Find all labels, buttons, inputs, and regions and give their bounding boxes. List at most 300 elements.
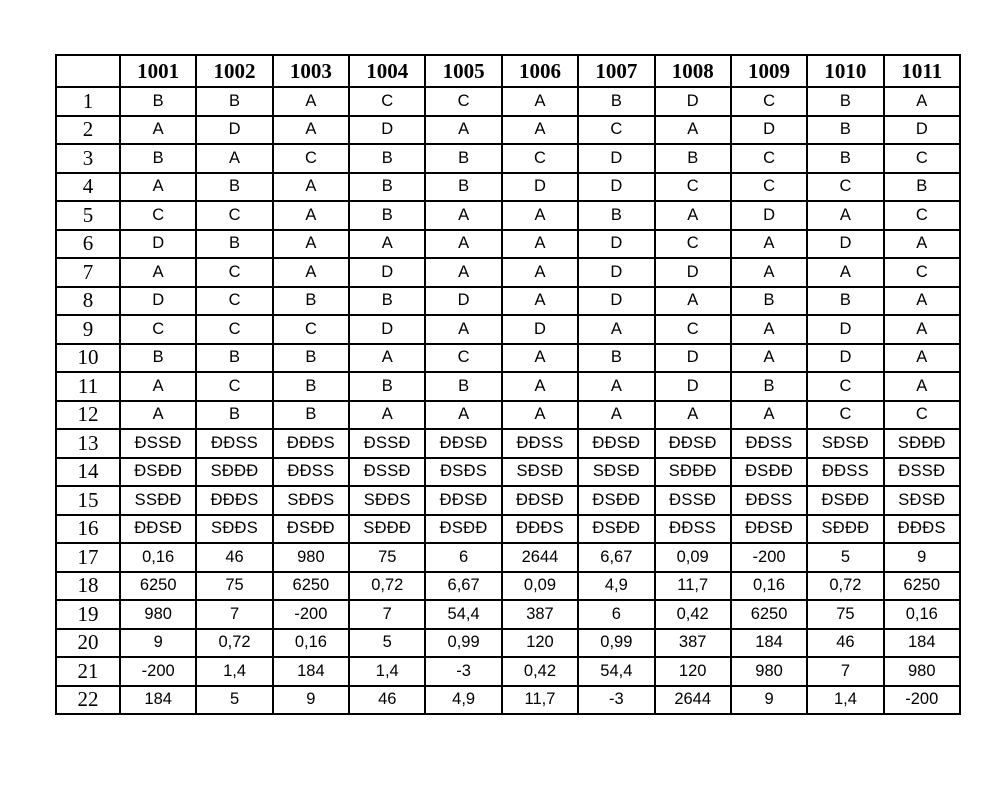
answer-cell: 0,16: [884, 600, 960, 629]
answer-cell: D: [807, 344, 883, 373]
answer-cell: A: [273, 173, 349, 202]
answer-cell: ĐSSĐ: [349, 429, 425, 458]
table-row: [56, 287, 960, 316]
answer-cell: 54,4: [578, 657, 654, 686]
answer-cell: 0,09: [502, 572, 578, 601]
answer-cell: C: [578, 116, 654, 145]
answer-cell: A: [884, 87, 960, 116]
answer-cell: 46: [196, 543, 272, 572]
exam-code-header: 1002: [196, 55, 272, 87]
answer-cell: 184: [731, 629, 807, 658]
answer-cell: B: [578, 201, 654, 230]
answer-cell: C: [196, 315, 272, 344]
answer-cell: ĐSĐĐ: [807, 486, 883, 515]
answer-cell: SĐSĐ: [807, 429, 883, 458]
answer-cell: 387: [655, 629, 731, 658]
answer-cell: ĐĐSĐ: [425, 486, 501, 515]
answer-cell: A: [120, 173, 196, 202]
answer-cell: C: [502, 144, 578, 173]
answer-cell: 387: [502, 600, 578, 629]
exam-code-header: 1001: [120, 55, 196, 87]
table-row: [56, 600, 960, 629]
question-number: 13: [56, 429, 120, 458]
answer-cell: D: [120, 287, 196, 316]
answer-cell: 7: [807, 657, 883, 686]
table-row: [56, 401, 960, 430]
answer-cell: B: [807, 116, 883, 145]
answer-cell: ĐĐSĐ: [655, 429, 731, 458]
answer-cell: C: [196, 258, 272, 287]
answer-cell: ĐSSĐ: [349, 458, 425, 487]
answer-cell: A: [731, 230, 807, 259]
answer-cell: D: [578, 230, 654, 259]
answer-cell: SSĐĐ: [120, 486, 196, 515]
answer-cell: C: [196, 287, 272, 316]
answer-cell: D: [731, 201, 807, 230]
answer-cell: ĐSĐĐ: [578, 486, 654, 515]
answer-cell: 9: [120, 629, 196, 658]
answer-cell: A: [655, 401, 731, 430]
answer-cell: C: [731, 144, 807, 173]
answer-cell: 11,7: [502, 686, 578, 715]
question-number: 12: [56, 401, 120, 430]
answer-cell: B: [120, 344, 196, 373]
answer-cell: D: [196, 116, 272, 145]
answer-cell: ĐĐĐS: [502, 515, 578, 544]
answer-cell: D: [655, 258, 731, 287]
answer-cell: 75: [196, 572, 272, 601]
answer-cell: B: [273, 372, 349, 401]
answer-cell: 120: [655, 657, 731, 686]
answer-cell: C: [196, 201, 272, 230]
table-row: [56, 657, 960, 686]
answer-cell: A: [349, 230, 425, 259]
answer-cell: ĐĐSS: [731, 486, 807, 515]
table-header: [56, 55, 960, 87]
answer-cell: ĐĐSS: [731, 429, 807, 458]
answer-cell: C: [884, 401, 960, 430]
answer-cell: -3: [578, 686, 654, 715]
answer-cell: ĐĐSĐ: [425, 429, 501, 458]
answer-cell: SĐĐS: [196, 515, 272, 544]
answer-cell: A: [502, 344, 578, 373]
answer-cell: 4,9: [578, 572, 654, 601]
table-row: [56, 429, 960, 458]
answer-cell: C: [731, 173, 807, 202]
answer-cell: B: [425, 144, 501, 173]
answer-cell: D: [502, 173, 578, 202]
answer-cell: A: [731, 344, 807, 373]
answer-cell: D: [502, 315, 578, 344]
answer-cell: A: [502, 230, 578, 259]
answer-cell: A: [425, 116, 501, 145]
answer-cell: ĐĐĐS: [196, 486, 272, 515]
answer-cell: A: [884, 344, 960, 373]
answer-cell: D: [655, 344, 731, 373]
answer-cell: 0,72: [807, 572, 883, 601]
answer-cell: D: [578, 287, 654, 316]
table-row: [56, 372, 960, 401]
answer-cell: ĐSĐĐ: [425, 515, 501, 544]
question-number: 18: [56, 572, 120, 601]
answer-cell: A: [655, 201, 731, 230]
answer-cell: 0,42: [655, 600, 731, 629]
answer-cell: 184: [884, 629, 960, 658]
answer-cell: A: [578, 401, 654, 430]
exam-code-header: 1005: [425, 55, 501, 87]
question-number: 2: [56, 116, 120, 145]
answer-cell: 980: [731, 657, 807, 686]
answer-cell: D: [120, 230, 196, 259]
answer-cell: C: [425, 87, 501, 116]
answer-cell: D: [578, 258, 654, 287]
answer-cell: 4,9: [425, 686, 501, 715]
answer-cell: C: [655, 315, 731, 344]
answer-cell: D: [807, 315, 883, 344]
answer-cell: A: [273, 201, 349, 230]
corner-cell: [56, 55, 120, 87]
answer-cell: -200: [273, 600, 349, 629]
answer-cell: B: [884, 173, 960, 202]
answer-cell: SĐSĐ: [578, 458, 654, 487]
answer-cell: ĐĐSĐ: [502, 486, 578, 515]
answer-cell: ĐĐSS: [502, 429, 578, 458]
answer-cell: B: [731, 372, 807, 401]
answer-cell: B: [349, 144, 425, 173]
answer-cell: B: [349, 287, 425, 316]
answer-cell: B: [120, 144, 196, 173]
answer-cell: A: [120, 116, 196, 145]
answer-cell: C: [120, 201, 196, 230]
answer-cell: C: [273, 315, 349, 344]
answer-cell: A: [120, 372, 196, 401]
answer-cell: B: [731, 287, 807, 316]
table-row: [56, 173, 960, 202]
answer-cell: 6,67: [425, 572, 501, 601]
answer-cell: C: [349, 87, 425, 116]
answer-cell: B: [655, 144, 731, 173]
answer-cell: ĐĐĐS: [273, 429, 349, 458]
answer-cell: A: [196, 144, 272, 173]
table-row: [56, 116, 960, 145]
answer-cell: B: [273, 401, 349, 430]
answer-cell: ĐĐSS: [196, 429, 272, 458]
answer-cell: B: [196, 401, 272, 430]
answer-cell: ĐĐSS: [807, 458, 883, 487]
answer-cell: 7: [196, 600, 272, 629]
answer-cell: 980: [273, 543, 349, 572]
answer-cell: A: [884, 287, 960, 316]
answer-cell: 5: [349, 629, 425, 658]
answer-cell: SĐĐS: [273, 486, 349, 515]
answer-cell: A: [425, 201, 501, 230]
answer-cell: B: [807, 87, 883, 116]
answer-cell: 6,67: [578, 543, 654, 572]
answer-cell: 0,09: [655, 543, 731, 572]
answer-cell: B: [120, 87, 196, 116]
answer-cell: 184: [120, 686, 196, 715]
answer-key-table: [55, 54, 961, 715]
answer-cell: C: [120, 315, 196, 344]
answer-cell: C: [425, 344, 501, 373]
exam-code-header: 1006: [502, 55, 578, 87]
answer-cell: -200: [120, 657, 196, 686]
exam-code-header: 1009: [731, 55, 807, 87]
answer-cell: B: [196, 173, 272, 202]
answer-cell: 120: [502, 629, 578, 658]
table-row: [56, 458, 960, 487]
answer-cell: 0,72: [196, 629, 272, 658]
answer-cell: A: [502, 401, 578, 430]
answer-cell: 9: [731, 686, 807, 715]
question-number: 17: [56, 543, 120, 572]
answer-cell: 0,72: [349, 572, 425, 601]
question-number: 11: [56, 372, 120, 401]
answer-cell: A: [502, 87, 578, 116]
question-number: 10: [56, 344, 120, 373]
question-number: 19: [56, 600, 120, 629]
answer-cell: C: [196, 372, 272, 401]
answer-cell: ĐĐSS: [273, 458, 349, 487]
answer-cell: 6250: [120, 572, 196, 601]
answer-cell: ĐĐSS: [655, 515, 731, 544]
question-number: 4: [56, 173, 120, 202]
answer-cell: B: [273, 344, 349, 373]
table-body: [56, 87, 960, 714]
answer-cell: ĐSĐĐ: [120, 458, 196, 487]
answer-cell: 184: [273, 657, 349, 686]
answer-cell: C: [273, 144, 349, 173]
answer-cell: A: [884, 372, 960, 401]
question-number: 5: [56, 201, 120, 230]
answer-cell: C: [731, 87, 807, 116]
answer-cell: 54,4: [425, 600, 501, 629]
answer-cell: ĐĐSĐ: [731, 515, 807, 544]
answer-cell: B: [196, 230, 272, 259]
answer-cell: D: [578, 173, 654, 202]
answer-cell: C: [884, 201, 960, 230]
answer-cell: 6: [578, 600, 654, 629]
answer-cell: D: [655, 87, 731, 116]
answer-cell: 9: [884, 543, 960, 572]
answer-cell: 980: [120, 600, 196, 629]
answer-cell: D: [578, 144, 654, 173]
answer-cell: D: [884, 116, 960, 145]
answer-cell: B: [425, 173, 501, 202]
question-number: 8: [56, 287, 120, 316]
exam-code-header: 1003: [273, 55, 349, 87]
question-number: 6: [56, 230, 120, 259]
answer-cell: B: [349, 372, 425, 401]
answer-cell: C: [807, 401, 883, 430]
answer-cell: SĐĐĐ: [196, 458, 272, 487]
answer-cell: 0,42: [502, 657, 578, 686]
answer-cell: A: [349, 401, 425, 430]
answer-cell: ĐSSĐ: [120, 429, 196, 458]
answer-cell: B: [425, 372, 501, 401]
table-row: [56, 629, 960, 658]
answer-cell: SĐĐĐ: [349, 515, 425, 544]
answer-cell: A: [502, 287, 578, 316]
table-row: [56, 486, 960, 515]
question-number: 7: [56, 258, 120, 287]
table-row: [56, 201, 960, 230]
answer-cell: B: [807, 287, 883, 316]
answer-cell: 6250: [273, 572, 349, 601]
table-row: [56, 515, 960, 544]
answer-cell: ĐSSĐ: [655, 486, 731, 515]
answer-cell: 0,16: [120, 543, 196, 572]
table-row: [56, 315, 960, 344]
answer-cell: 6: [425, 543, 501, 572]
answer-cell: D: [349, 258, 425, 287]
answer-cell: D: [349, 315, 425, 344]
answer-cell: ĐSĐĐ: [273, 515, 349, 544]
answer-cell: 5: [807, 543, 883, 572]
answer-cell: A: [273, 87, 349, 116]
answer-cell: A: [807, 258, 883, 287]
question-number: 20: [56, 629, 120, 658]
answer-cell: A: [731, 401, 807, 430]
answer-cell: A: [578, 315, 654, 344]
question-number: 21: [56, 657, 120, 686]
answer-cell: 5: [196, 686, 272, 715]
answer-cell: ĐSĐS: [425, 458, 501, 487]
answer-cell: A: [884, 230, 960, 259]
answer-cell: D: [349, 116, 425, 145]
question-number: 15: [56, 486, 120, 515]
answer-cell: SĐĐĐ: [807, 515, 883, 544]
table-row: [56, 686, 960, 715]
table-row: [56, 344, 960, 373]
answer-cell: -200: [884, 686, 960, 715]
answer-cell: 11,7: [655, 572, 731, 601]
answer-cell: C: [884, 258, 960, 287]
table-row: [56, 258, 960, 287]
answer-cell: ĐSSĐ: [884, 458, 960, 487]
answer-cell: D: [807, 230, 883, 259]
answer-cell: SĐSĐ: [502, 458, 578, 487]
answer-cell: B: [807, 144, 883, 173]
answer-cell: 6250: [731, 600, 807, 629]
answer-cell: A: [731, 258, 807, 287]
answer-cell: A: [731, 315, 807, 344]
answer-cell: 1,4: [807, 686, 883, 715]
exam-code-header: 1010: [807, 55, 883, 87]
header-row: [56, 55, 960, 87]
answer-cell: ĐĐSĐ: [120, 515, 196, 544]
exam-code-header: 1008: [655, 55, 731, 87]
answer-cell: A: [425, 258, 501, 287]
answer-cell: A: [502, 372, 578, 401]
answer-cell: A: [273, 116, 349, 145]
answer-cell: ĐĐSĐ: [578, 429, 654, 458]
answer-cell: ĐSĐĐ: [731, 458, 807, 487]
answer-cell: A: [502, 116, 578, 145]
answer-cell: 46: [349, 686, 425, 715]
answer-cell: -3: [425, 657, 501, 686]
answer-cell: -200: [731, 543, 807, 572]
answer-cell: A: [502, 258, 578, 287]
answer-cell: 1,4: [196, 657, 272, 686]
answer-cell: SĐSĐ: [884, 486, 960, 515]
answer-cell: A: [425, 230, 501, 259]
answer-cell: C: [807, 173, 883, 202]
answer-cell: SĐĐS: [349, 486, 425, 515]
table-row: [56, 543, 960, 572]
question-number: 14: [56, 458, 120, 487]
answer-cell: 2644: [655, 686, 731, 715]
answer-cell: 0,99: [578, 629, 654, 658]
answer-cell: 6250: [884, 572, 960, 601]
answer-cell: 9: [273, 686, 349, 715]
question-number: 22: [56, 686, 120, 715]
question-number: 16: [56, 515, 120, 544]
answer-cell: 980: [884, 657, 960, 686]
answer-cell: C: [655, 230, 731, 259]
answer-cell: 75: [349, 543, 425, 572]
question-number: 9: [56, 315, 120, 344]
answer-cell: SĐĐĐ: [884, 429, 960, 458]
answer-cell: A: [349, 344, 425, 373]
answer-cell: D: [425, 287, 501, 316]
answer-cell: A: [425, 401, 501, 430]
answer-cell: D: [731, 116, 807, 145]
answer-cell: ĐSĐĐ: [578, 515, 654, 544]
answer-cell: 1,4: [349, 657, 425, 686]
answer-cell: C: [884, 144, 960, 173]
answer-cell: B: [196, 87, 272, 116]
answer-cell: B: [196, 344, 272, 373]
answer-cell: 0,99: [425, 629, 501, 658]
answer-cell: A: [655, 287, 731, 316]
answer-cell: A: [884, 315, 960, 344]
exam-code-header: 1011: [884, 55, 960, 87]
table-row: [56, 144, 960, 173]
answer-cell: A: [655, 116, 731, 145]
question-number: 1: [56, 87, 120, 116]
answer-cell: A: [425, 315, 501, 344]
answer-cell: 2644: [502, 543, 578, 572]
answer-cell: B: [349, 173, 425, 202]
answer-cell: A: [502, 201, 578, 230]
answer-cell: B: [578, 344, 654, 373]
answer-cell: B: [578, 87, 654, 116]
answer-cell: B: [273, 287, 349, 316]
answer-cell: 7: [349, 600, 425, 629]
answer-cell: SĐĐĐ: [655, 458, 731, 487]
answer-cell: ĐĐĐS: [884, 515, 960, 544]
answer-cell: A: [273, 258, 349, 287]
answer-cell: 0,16: [731, 572, 807, 601]
exam-code-header: 1004: [349, 55, 425, 87]
answer-cell: C: [655, 173, 731, 202]
question-number: 3: [56, 144, 120, 173]
answer-cell: A: [807, 201, 883, 230]
answer-cell: 75: [807, 600, 883, 629]
answer-cell: 46: [807, 629, 883, 658]
answer-cell: A: [120, 258, 196, 287]
answer-cell: D: [655, 372, 731, 401]
table-row: [56, 572, 960, 601]
answer-cell: A: [273, 230, 349, 259]
answer-cell: 0,16: [273, 629, 349, 658]
answer-cell: A: [120, 401, 196, 430]
table-row: [56, 87, 960, 116]
answer-cell: C: [807, 372, 883, 401]
table-row: [56, 230, 960, 259]
answer-cell: A: [578, 372, 654, 401]
